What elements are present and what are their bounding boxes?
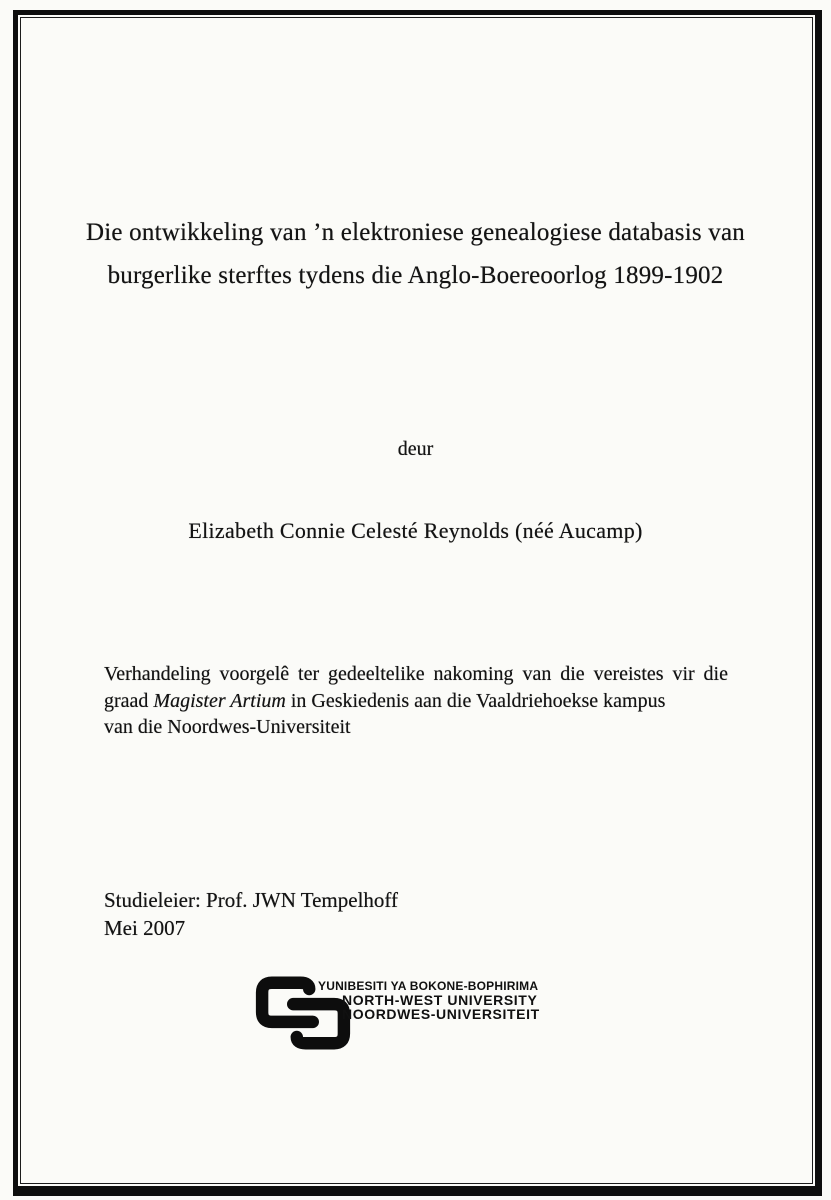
thesis-title-line1: Die ontwikkeling van ’n elektroniese genealogiese databasis van bbox=[86, 219, 745, 246]
thesis-title bbox=[50, 211, 781, 297]
degree-statement-line2-post: in Geskiedenis aan die Vaaldriehoekse kampus bbox=[285, 689, 666, 712]
degree-statement-line1: Verhandeling voorgelê ter gedeeltelike nakoming van die vereistes vir die bbox=[104, 663, 728, 685]
degree-statement bbox=[104, 661, 728, 741]
logo-line-afrikaans: NOORDWES-UNIVERSITEIT bbox=[342, 1006, 540, 1022]
logo-line-setswana: YUNIBESITI YA BOKONE-BOPHIRIMA bbox=[318, 979, 539, 993]
author-name: Elizabeth Connie Celesté Reynolds (néé Aucamp) bbox=[188, 518, 643, 543]
degree-statement-line3: van die Noordwes-Universiteit bbox=[104, 716, 351, 738]
degree-statement-line2 bbox=[104, 688, 728, 715]
logo-line-english: NORTH-WEST UNIVERSITY bbox=[342, 992, 538, 1008]
credits-block bbox=[104, 887, 398, 942]
date-line: Mei 2007 bbox=[104, 915, 186, 940]
degree-name-italic: Magister Artium bbox=[153, 689, 286, 712]
byline-deur: deur bbox=[397, 438, 434, 460]
supervisor-line: Studieleier: Prof. JWN Tempelhoff bbox=[104, 888, 399, 912]
university-logo-text bbox=[318, 979, 540, 1021]
degree-statement-line2-pre: graad bbox=[104, 689, 154, 712]
thesis-title-line2: burgerlike sterftes tydens die Anglo-Boereoorlog 1899-1902 bbox=[107, 262, 724, 289]
